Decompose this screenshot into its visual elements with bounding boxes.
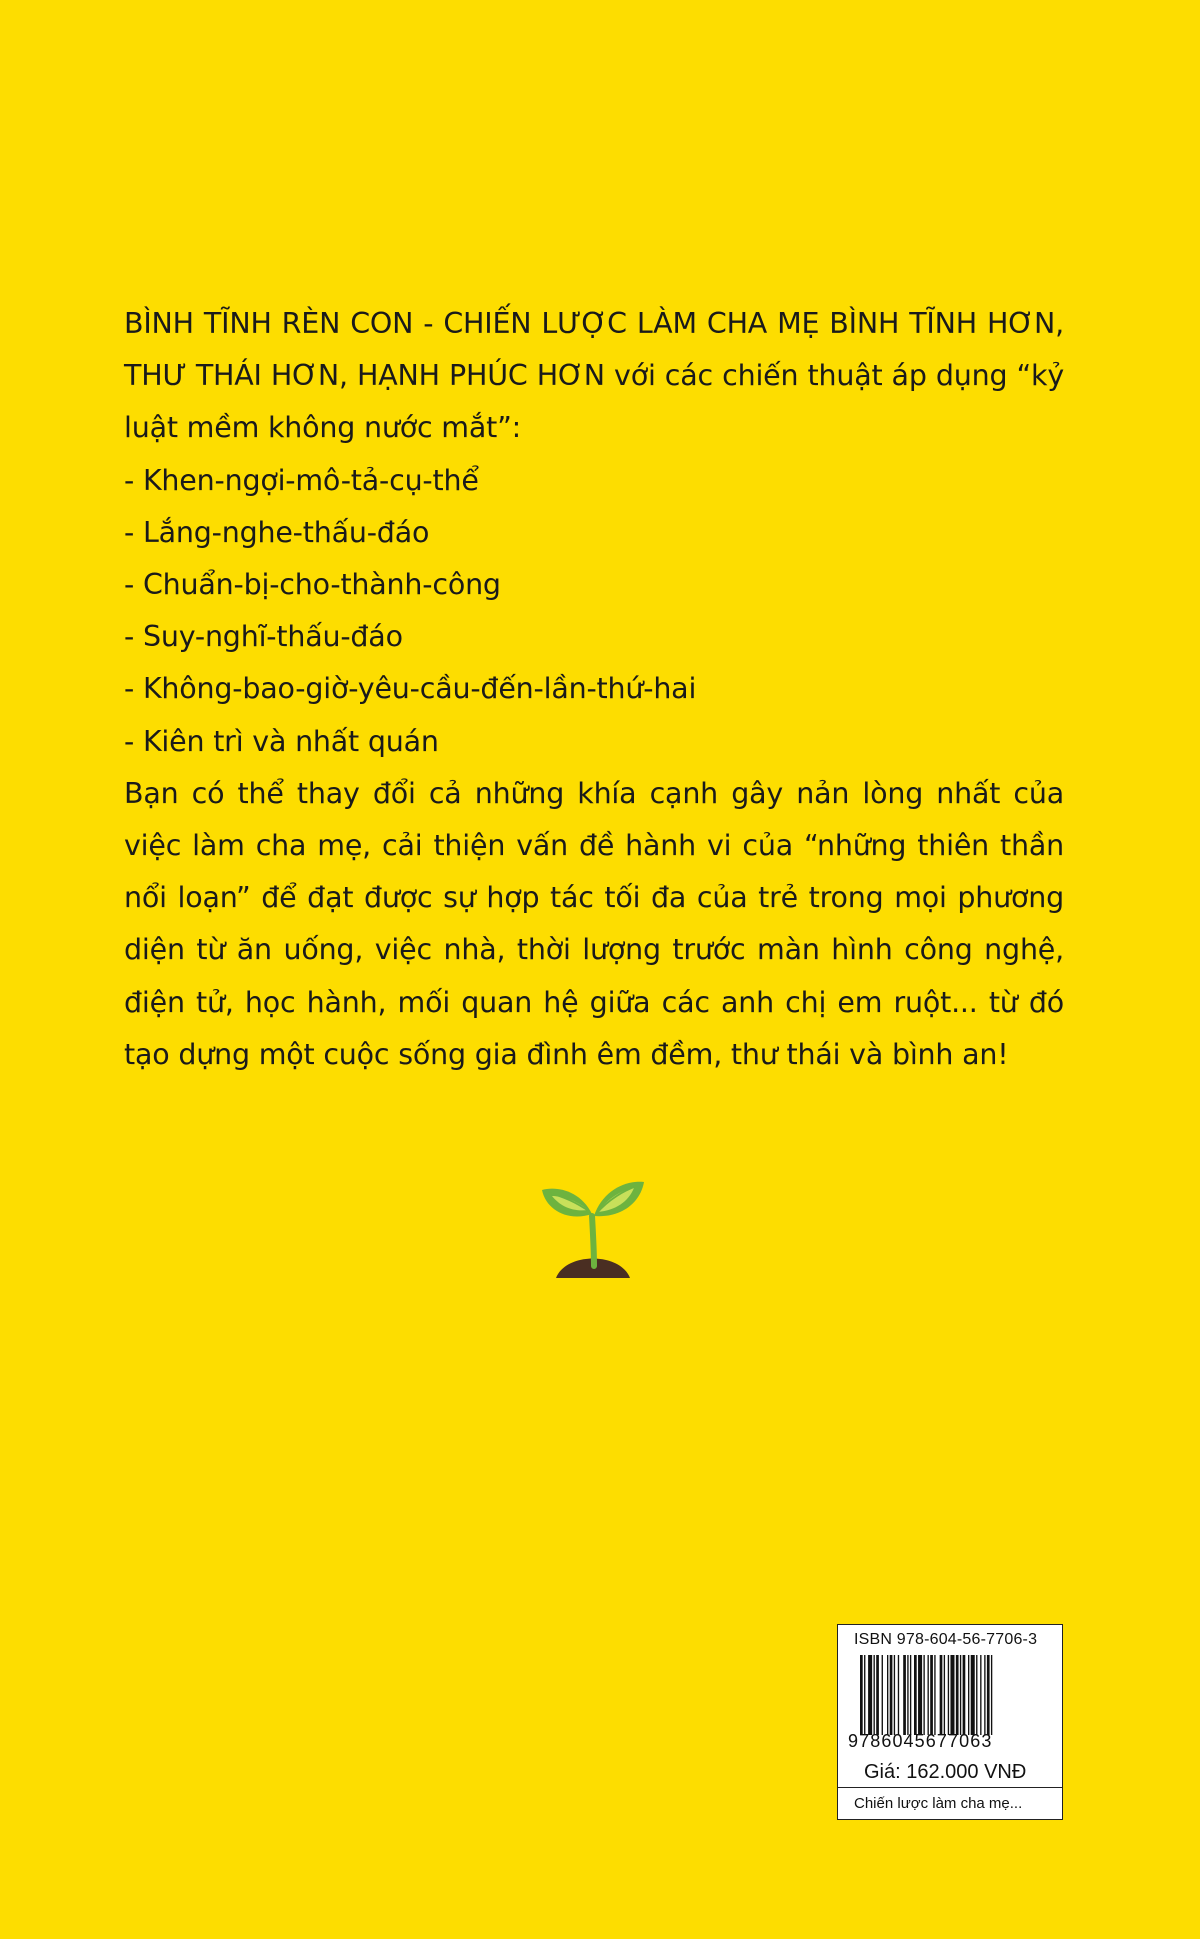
strategy-item: - Suy-nghĩ-thấu-đáo (124, 620, 403, 654)
short-book-title: Chiến lược làm cha mẹ... (854, 1795, 1023, 1812)
strategy-item: - Chuẩn-bị-cho-thành-công (124, 568, 501, 602)
intro-bold-title: BÌNH TĨNH RÈN CON - CHIẾN LƯỢC LÀM CHA MẸ BÌNH TĨNH HƠN, THƯ THÁI HƠN, HẠNH PHÚC HƠN (124, 307, 1064, 393)
barcode-bars (860, 1655, 1044, 1735)
intro-rest: với các chiến thuật áp dụng “kỷ luật mềm không nước mắt”: (124, 359, 1064, 445)
isbn-number: ISBN 978-604-56-7706-3 (854, 1631, 1038, 1648)
intro-paragraph (124, 298, 1064, 455)
strategy-item: - Khen-ngợi-mô-tả-cụ-thể (124, 463, 479, 497)
strategy-item: - Kiên trì và nhất quán (124, 724, 439, 758)
strategy-list (124, 455, 1064, 768)
back-cover-blurb (124, 298, 1064, 1081)
strategy-item: - Không-bao-giờ-yêu-cầu-đến-lần-thứ-hai (124, 672, 697, 706)
closing-paragraph: Bạn có thể thay đổi cả những khía cạnh gây nản lòng nhất của việc làm cha mẹ, cải thiện vấn đề hành vi của “những thiên thần nổi loạn” để đạt được sự hợp tác tối đa của trẻ trong mọi phương diện từ ăn uống, việc nhà, thời lượng trước màn hình công nghệ, điện tử, học hành, mối quan hệ giữa các anh chị em ruột... từ đó tạo dựng một cuộc sống gia đình êm đềm, thư thái và bình an! (124, 776, 1064, 1071)
strategy-item: - Lắng-nghe-thấu-đáo (124, 515, 430, 549)
barcode-label (837, 1624, 1063, 1820)
price-label: Giá: 162.000 VNĐ (864, 1761, 1027, 1783)
label-divider (838, 1787, 1062, 1788)
barcode-digits: 9786045677063 (848, 1731, 993, 1751)
sprout-icon (538, 1166, 648, 1286)
